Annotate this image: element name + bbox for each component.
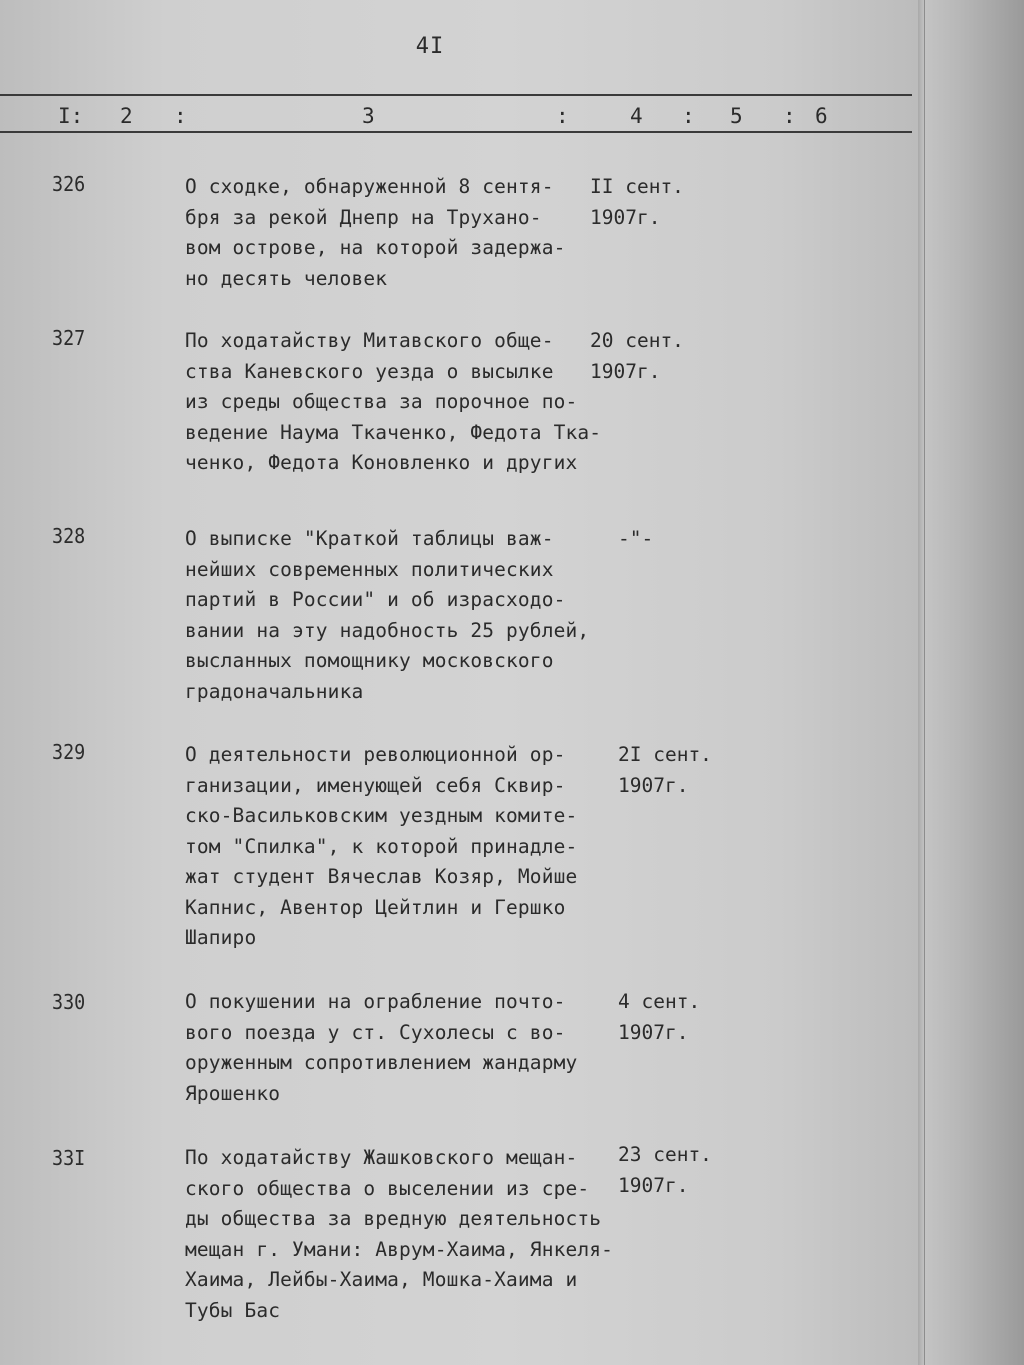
entry-line: бря за рекой Днепр на Трухано- xyxy=(185,205,542,229)
column-header-5: 5 xyxy=(730,104,743,128)
entry-date xyxy=(618,1140,712,1201)
entry-line: ченко, Федота Коновленко и других xyxy=(185,451,578,474)
entry-line: нейших современных политических xyxy=(185,557,554,581)
entry-number: 326 xyxy=(52,172,86,196)
entry-date-line: II сент. xyxy=(590,175,684,198)
entry-line: мещан г. Умани: Аврум-Хаима, Янкеля- xyxy=(185,1237,614,1261)
entry-line: том "Спилка", к которой принадле- xyxy=(185,834,578,858)
entry-date-line: 1907г. xyxy=(590,359,661,383)
entry-line: Ярошенко xyxy=(185,1081,281,1105)
entry-line: ско-Васильковским уездным комите- xyxy=(185,804,578,827)
entry-line: из среды общества за порочное по- xyxy=(185,390,578,413)
entry-line: вом острове, на которой задержа- xyxy=(185,236,566,259)
entry-line: Тубы Бас xyxy=(185,1298,281,1322)
entry-number: 328 xyxy=(52,524,86,548)
entry-description xyxy=(185,524,625,707)
column-header-1: I: xyxy=(58,104,84,128)
entry-line: вого поезда у ст. Сухолесы с во- xyxy=(185,1020,566,1044)
header-bottom-rule xyxy=(0,131,912,133)
entry-date xyxy=(590,172,684,233)
entry-date-line: 1907г. xyxy=(618,773,689,797)
entry-date-line: 23 сент. xyxy=(618,1143,712,1166)
entry-line: По ходатайству Жашковского мещан- xyxy=(185,1146,578,1169)
column-header-4: 4 xyxy=(630,104,643,128)
entry-line: партий в России" и об израсходо- xyxy=(185,588,566,611)
entry-date-line: 1907г. xyxy=(618,1020,689,1044)
entry-number: 33I xyxy=(52,1146,86,1170)
entry-line: высланных помощнику московского xyxy=(185,649,554,672)
entry-description xyxy=(185,326,625,479)
entry-line: Хаима, Лейбы-Хаима, Мошка-Хаима и xyxy=(185,1268,578,1291)
entry-date xyxy=(590,326,684,387)
entry-line: ганизации, именующей себя Сквир- xyxy=(185,773,566,797)
entry-line: ского общества о выселении из сре- xyxy=(185,1176,590,1200)
entry-date xyxy=(618,987,700,1048)
entry-line: ды общества за вредную деятельность xyxy=(185,1207,602,1230)
underlying-page-edge xyxy=(918,0,1024,1365)
entry-date-line: 2I сент. xyxy=(618,743,712,766)
entry-date-line: 1907г. xyxy=(618,1173,689,1197)
page-number: 4I xyxy=(415,34,445,59)
entry-line: вании на эту надобность 25 рублей, xyxy=(185,618,590,642)
entry-date-line: 4 сент. xyxy=(618,990,701,1013)
entry-date xyxy=(618,740,712,801)
entry-line: градоначальника xyxy=(185,679,364,703)
entry-line: Шапиро xyxy=(185,926,257,949)
entry-line: О сходке, обнаруженной 8 сентя- xyxy=(185,175,554,198)
header-top-rule xyxy=(0,94,912,96)
entry-line: жат студент Вячеслав Козяр, Мойше xyxy=(185,865,578,888)
entry-line: ведение Наума Ткаченко, Федота Тка- xyxy=(185,420,602,444)
entry-number: 327 xyxy=(52,326,86,350)
entry-description xyxy=(185,172,625,294)
entry-number: 330 xyxy=(52,990,86,1014)
entry-line: О покушении на ограбление почто- xyxy=(185,990,566,1013)
entry-date-line: 1907г. xyxy=(590,205,661,229)
entry-line: По ходатайству Митавского обще- xyxy=(185,329,554,352)
entry-number: 329 xyxy=(52,740,86,764)
entry-line: но десять человек xyxy=(185,266,388,290)
column-separator: : xyxy=(556,104,569,128)
column-header-6: 6 xyxy=(815,104,828,128)
entry-date-ditto: -"- xyxy=(618,527,654,550)
column-header-3: 3 xyxy=(362,104,375,128)
entry-date-line: 20 сент. xyxy=(590,329,684,352)
entry-description xyxy=(185,987,625,1109)
column-header-2: 2 xyxy=(120,104,133,128)
entry-line: О выписке "Краткой таблицы важ- xyxy=(185,527,554,550)
entry-line: О деятельности революционной ор- xyxy=(185,743,566,766)
column-separator: : xyxy=(682,104,695,128)
entry-description xyxy=(185,1143,625,1326)
entry-line: Капнис, Авентор Цейтлин и Гершко xyxy=(185,895,566,919)
entry-date xyxy=(618,524,653,555)
entry-description xyxy=(185,740,625,954)
entry-line: ства Каневского уезда о высылке xyxy=(185,359,554,383)
column-separator: : xyxy=(783,104,796,128)
entry-line: оруженным сопротивлением жандарму xyxy=(185,1051,578,1074)
column-separator: : xyxy=(174,104,187,128)
